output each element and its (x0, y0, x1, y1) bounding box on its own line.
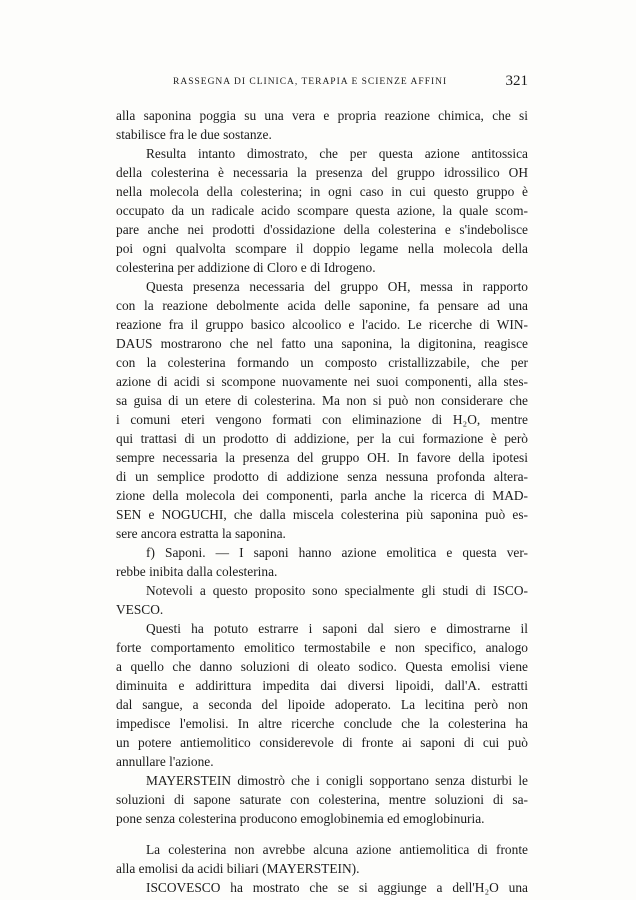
text-line: a quello che danno soluzioni di oleato sodico. Questa emolisi viene (116, 659, 528, 674)
text-line: pare anche nei prodotti d'ossidazione della colesterina e s'indebolisce (116, 222, 528, 237)
text-line: Notevoli a questo proposito sono specialmente gli studi di ISCO- (146, 583, 528, 598)
text-line: ISCOVESCO ha mostrato che se si aggiunge a dell'H₂O una (146, 880, 528, 895)
page-number: 321 (505, 73, 528, 89)
text-line: impedisce l'emolisi. In altre ricerche conclude che la colesterina ha (116, 716, 528, 731)
text-line: sa guisa di un etere di colesterina. Ma non si può non considerare che (116, 393, 528, 408)
body-text (116, 106, 528, 897)
text-line: con la colesterina formando un composto cristallizzabile, che per (116, 355, 528, 370)
text-line: MAYERSTEIN dimostrò che i conigli sopportano senza disturbi le (146, 773, 528, 788)
text-line: soluzioni di sapone saturate con colesterina, mentre soluzioni di sa- (116, 792, 528, 807)
text-line: dal sangue, a seconda del lipoide adoperato. La lecitina però non (116, 697, 528, 712)
text-line: forte comportamento emolitico termostabile e non specifico, analogo (116, 640, 528, 655)
running-title: RASSEGNA DI CLINICA, TERAPIA E SCIENZE AFFINI (173, 77, 448, 87)
text-line: VESCO. (116, 602, 164, 617)
text-line: Resulta intanto dimostrato, che per questa azione antitossica (146, 146, 528, 161)
text-line: occupato da un radicale acido scompare questa azione, la quale scom- (116, 203, 528, 218)
text-line: stabilisce fra le due sostanze. (116, 127, 272, 142)
text-line: azione di acidi si scompone nuovamente nei suoi componenti, alla stes- (116, 374, 528, 389)
text-line: sere ancora estratta la saponina. (116, 526, 286, 541)
text-line: La colesterina non avrebbe alcuna azione antiemolitica di fronte (146, 842, 528, 857)
text-line: rebbe inibita dalla colesterina. (116, 564, 278, 579)
text-line: con la reazione debolmente acida delle saponine, fa pensare ad una (116, 298, 528, 313)
text-line: un potere antiemolitico considerevole di fronte ai saponi di cui può (116, 735, 528, 750)
text-line: reazione fra il gruppo basico alcoolico e l'acido. Le ricerche di WIN- (116, 317, 528, 332)
page-header (119, 73, 528, 91)
text-line: f) Saponi. — I saponi hanno azione emolitica e questa ver- (146, 545, 528, 560)
text-line: DAUS mostrarono che nel fatto una saponina, la digitonina, reagisce (116, 336, 528, 351)
text-line: Questa presenza necessaria del gruppo OH, messa in rapporto (146, 279, 528, 294)
text-line: alla saponina poggia su una vera e propria reazione chimica, che si (116, 108, 528, 123)
text-line: diminuita e addirittura impedita dai diversi lipoidi, dall'A. estratti (116, 678, 528, 693)
text-line: nella molecola della colesterina; in ogni caso in cui questo gruppo è (116, 184, 528, 199)
text-line: qui trattasi di un prodotto di addizione, per la cui formazione è però (116, 431, 528, 446)
text-line: annullare l'azione. (116, 754, 214, 769)
text-line: sempre necessaria la presenza del gruppo OH. In favore della ipotesi (116, 450, 528, 465)
text-line: i comuni eteri vengono formati con eliminazione di H₂O, mentre (116, 412, 528, 427)
text-line: SEN e NOGUCHI, che dalla miscela colesterina più saponina può es- (116, 507, 528, 522)
text-line: alla emolisi da acidi biliari (MAYERSTEIN). (116, 861, 360, 876)
text-line: Questi ha potuto estrarre i saponi dal siero e dimostrarne il (146, 621, 528, 636)
text-line: poi ogni qualvolta scompare il doppio legame nella molecola della (116, 241, 528, 256)
text-line: colesterina per addizione di Cloro e di Idrogeno. (116, 260, 376, 275)
text-line: pone senza colesterina producono emoglobinemia ed emoglobinuria. (116, 811, 485, 826)
paragraph-gap (116, 828, 528, 840)
text-line: di un semplice prodotto di addizione senza nessuna profonda altera- (116, 469, 528, 484)
text-line: zione della molecola dei componenti, parla anche la ricerca di MAD- (116, 488, 528, 503)
text-line: della colesterina è necessaria la presenza del gruppo idrossilico OH (116, 165, 528, 180)
